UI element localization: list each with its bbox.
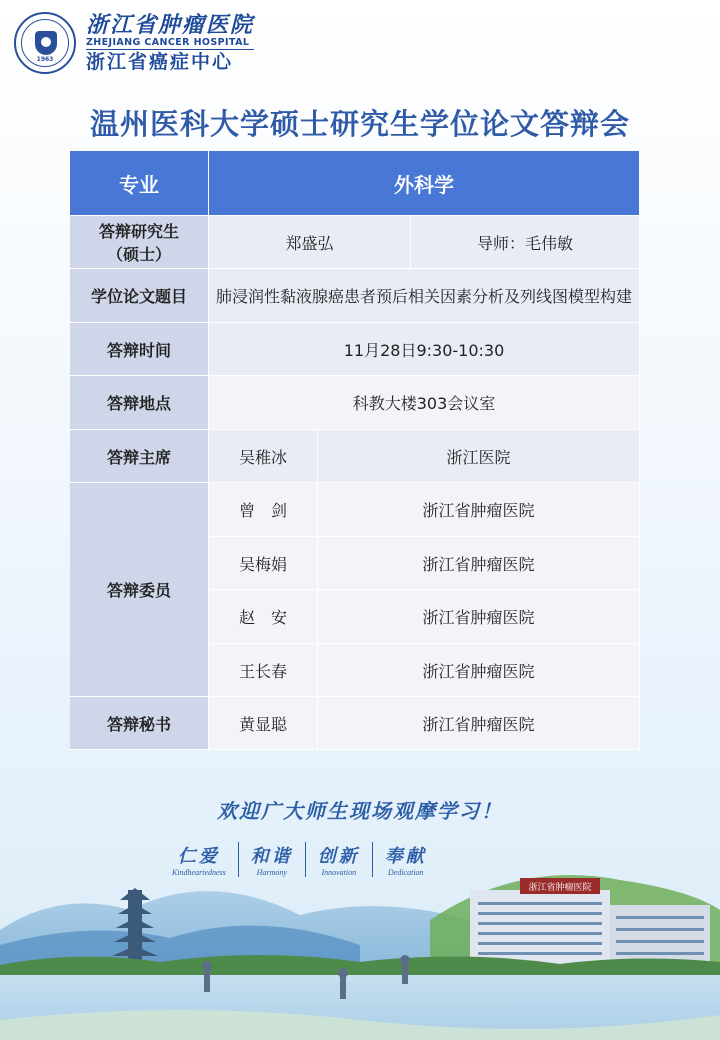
defense-info-table [70, 151, 640, 750]
table-row [70, 430, 640, 483]
members-label: 答辩委员 [70, 483, 209, 697]
table-row [70, 376, 640, 430]
thesis-label: 学位论文题目 [70, 269, 209, 323]
student-label-line2: （硕士） [106, 245, 171, 264]
major-label: 专业 [70, 151, 209, 216]
major-value: 外科学 [209, 151, 640, 216]
place-label: 答辩地点 [70, 376, 209, 430]
table-row [70, 151, 640, 216]
student-label [70, 216, 209, 269]
member-org: 浙江省肿瘤医院 [318, 590, 640, 644]
member-name: 王长春 [209, 644, 318, 697]
landscape-illustration [0, 850, 720, 1040]
member-org: 浙江省肿瘤医院 [318, 644, 640, 697]
student-name: 郑盛弘 [209, 216, 411, 269]
building-sign: 浙江省肿瘤医院 [528, 883, 592, 893]
value-zh: 仁爱 [177, 846, 220, 867]
advisor: 导师：毛伟敏 [411, 216, 640, 269]
member-name: 赵 安 [209, 590, 318, 644]
table-row [70, 483, 640, 537]
table-row [70, 323, 640, 376]
welcome-slogan: 欢迎广大师生现场观摩学习！ [217, 799, 503, 823]
value-en: Dedication [388, 868, 424, 877]
time-value: 11月28日9:30-10:30 [209, 323, 640, 376]
seal-year: 1963 [36, 56, 54, 63]
hospital-seal-icon [14, 12, 76, 74]
page-title: 温州医科大学硕士研究生学位论文答辩会 [89, 107, 630, 141]
table-row [70, 216, 640, 269]
member-org: 浙江省肿瘤医院 [318, 483, 640, 537]
value-zh: 创新 [317, 846, 360, 867]
secretary-label: 答辩秘书 [70, 697, 209, 750]
logo-english-name: ZHEJIANG CANCER HOSPITAL [86, 37, 254, 50]
secretary-name: 黄显聪 [209, 697, 318, 750]
chair-label: 答辩主席 [70, 430, 209, 483]
student-label-line1: 答辩研究生 [98, 222, 179, 241]
chair-name: 吴稚冰 [209, 430, 318, 483]
table-row [70, 697, 640, 750]
value-en: Kindheartedness [172, 868, 226, 877]
place-value: 科教大楼303会议室 [209, 376, 640, 430]
table-row [70, 269, 640, 323]
secretary-org: 浙江省肿瘤医院 [318, 697, 640, 750]
value-zh: 奉献 [384, 846, 427, 867]
value-en: Innovation [321, 868, 357, 877]
hospital-logo [14, 12, 254, 74]
time-label: 答辩时间 [70, 323, 209, 376]
member-org: 浙江省肿瘤医院 [318, 537, 640, 590]
logo-chinese-name: 浙江省癌症中心 [86, 50, 234, 73]
logo-calligraphy: 浙江省肿瘤医院 [86, 11, 255, 38]
value-en: Harmony [256, 868, 287, 877]
value-zh: 和谐 [250, 846, 293, 867]
member-name: 曾 剑 [209, 483, 318, 537]
member-name: 吴梅娟 [209, 537, 318, 590]
thesis-title: 肺浸润性黏液腺癌患者预后相关因素分析及列线图模型构建 [209, 269, 640, 323]
chair-org: 浙江医院 [318, 430, 640, 483]
